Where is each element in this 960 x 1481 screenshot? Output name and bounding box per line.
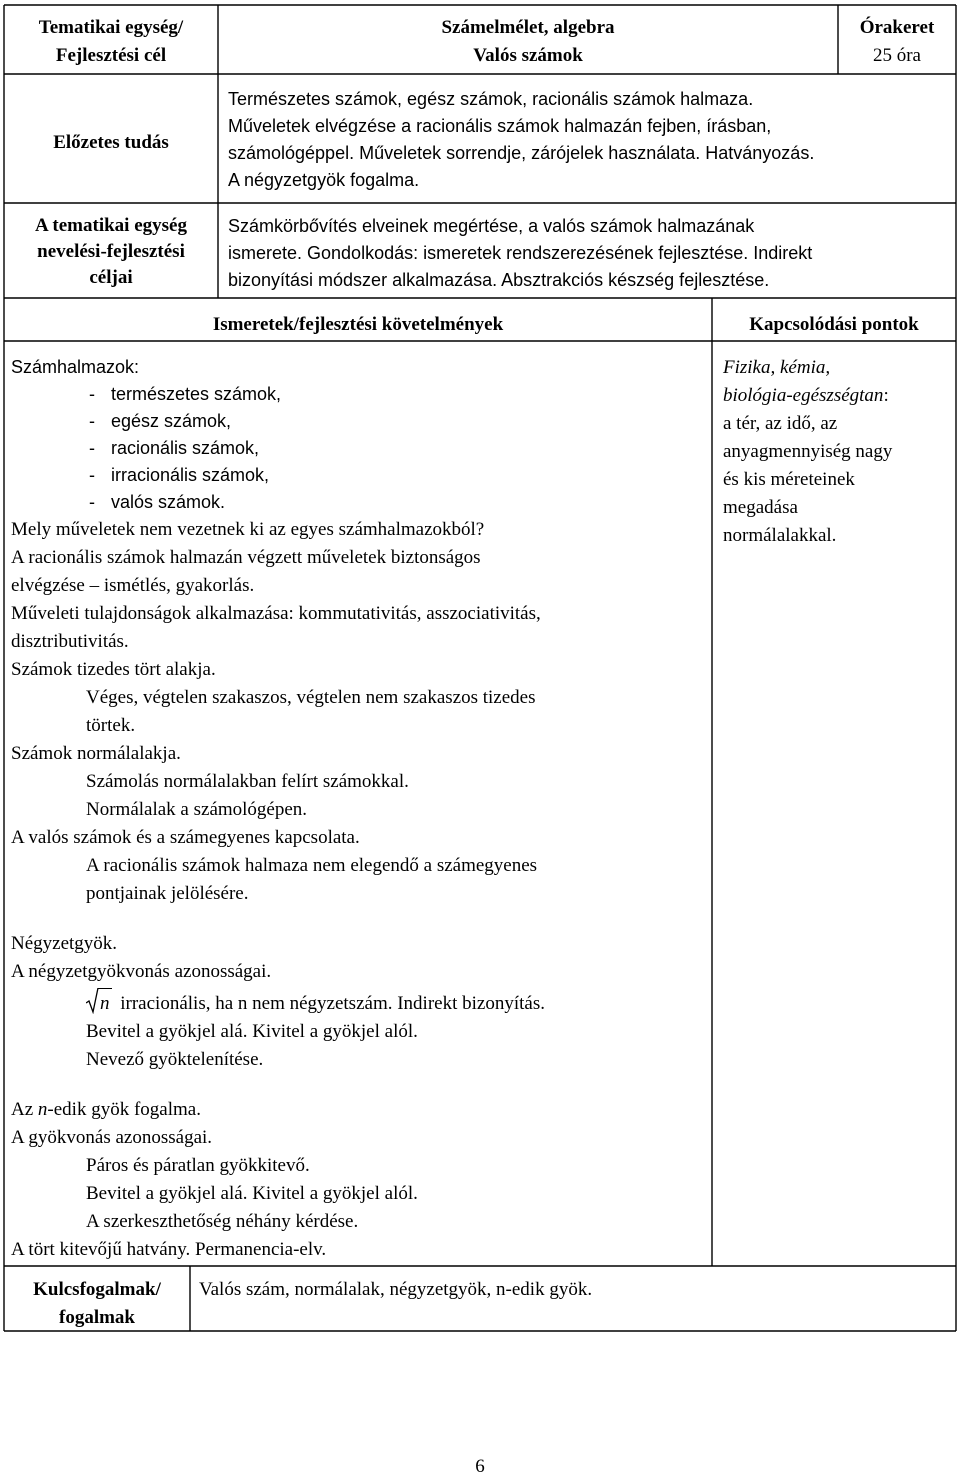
paragraph: A racionális számok halmaza nem elegendő a számegyenes [86,855,538,876]
paragraph: Mely műveletek nem vezetnek ki az egyes számhalmazokból? [11,519,485,540]
paragraph: Bevitel a gyökjel alá. Kivitel a gyökjel alól. [86,1183,418,1204]
elozetes-line: A négyzetgyök fogalma. [228,170,420,190]
paragraph: A valós számok és a számegyenes kapcsolata. [11,827,360,848]
paragraph: A négyzetgyökvonás azonosságai. [11,961,272,982]
paragraph: Műveleti tulajdonságok alkalmazása: kommutativitás, asszociativitás, [11,603,541,624]
header-left-line2: Fejlesztési cél [55,45,167,66]
kapcsolodasi-subjects-2: biológia-egészségtan: [723,385,889,406]
celjai-text [228,213,948,294]
header-left [4,14,218,70]
list-item: - természetes számok, [89,384,282,404]
elozetes-line: Természetes számok, egész számok, racionális számok halmaza. [228,89,754,109]
celjai-line: bizonyítási módszer alkalmazása. Absztrakciós készség fejlesztése. [228,270,770,290]
celjai-label-line: A tematikai egység [35,215,187,236]
column-header-ismeretek: Ismeretek/fejlesztési követelmények [212,314,504,335]
paragraph: Bevitel a gyökjel alá. Kivitel a gyökjel alól. [86,1021,418,1042]
header-right [838,14,956,70]
kulcsfogalmak-text: Valós szám, normálalak, négyzetgyök, n-edik gyök. [199,1279,593,1300]
celjai-line: Számkörbővítés elveinek megértése, a valós számok halmazának [228,216,755,236]
paragraph: Négyzetgyök. [11,933,118,954]
paragraph: Számolás normálalakban felírt számokkal. [86,771,409,792]
paragraph: Számok tizedes tört alakja. [11,659,216,680]
celjai-label [4,213,218,291]
kapcsolodasi-line: normálalakkal. [723,525,837,546]
paragraph: A gyökvonás azonosságai. [11,1127,213,1148]
sqrt-symbol-icon: n [86,990,110,1018]
paragraph: Véges, végtelen szakaszos, végtelen nem szakaszos tizedes [86,687,536,708]
paragraph: disztributivitás. [11,631,129,652]
paragraph: pontjainak jelölésére. [86,883,249,904]
header-center-title: Számelmélet, algebra [441,17,615,38]
paragraph: törtek. [86,715,136,736]
elozetes-line: számológéppel. Műveletek sorrendje, zárójelek használata. Hatványozás. [228,143,815,163]
header-center-subtitle: Valós számok [473,45,583,66]
paragraph: Páros és páratlan gyökkitevő. [86,1155,310,1176]
kapcsolodasi-content [723,354,953,550]
page-number: 6 [475,1456,485,1477]
ismeretek-content [11,354,711,1264]
elozetes-line: Műveletek elvégzése a racionális számok halmazán fejben, írásban, [228,116,772,136]
paragraph: Számok normálalakja. [11,743,181,764]
paragraph: elvégzése – ismétlés, gyakorlás. [11,575,255,596]
header-left-line1: Tematikai egység/ [38,17,184,38]
orakeret-label: Órakeret [859,17,935,38]
celjai-label-line: céljai [89,267,133,288]
kapcsolodasi-line: a tér, az idő, az [723,413,838,434]
szamhalmazok-heading: Számhalmazok: [11,357,140,377]
celjai-label-line: nevelési-fejlesztési [37,241,185,262]
list-item: - egész számok, [89,411,232,431]
kapcsolodasi-line: és kis méreteinek [723,469,855,490]
header-center [218,14,838,70]
kapcsolodasi-subjects: Fizika, kémia, [723,357,831,378]
celjai-line: ismerete. Gondolkodás: ismeretek rendszerezésének fejlesztése. Indirekt [228,243,813,263]
paragraph: Normálalak a számológépen. [86,799,308,820]
list-item: - valós számok. [89,492,226,512]
kulcsfogalmak-label-line: fogalmak [59,1307,135,1328]
paragraph: Az n-edik gyök fogalma. [11,1099,201,1120]
kapcsolodasi-line: megadása [723,497,798,518]
elozetes-label: Előzetes tudás [53,132,169,153]
list-item: - racionális számok, [89,438,260,458]
kulcsfogalmak-label-line: Kulcsfogalmak/ [33,1279,161,1300]
paragraph: A racionális számok halmazán végzett műveletek biztonságos [11,547,481,568]
list-item: - irracionális számok, [89,465,270,485]
orakeret-value: 25 óra [872,45,921,66]
kulcsfogalmak-label [4,1276,190,1332]
paragraph: Nevező gyöktelenítése. [86,1049,264,1070]
column-header-kapcsolodasi: Kapcsolódási pontok [749,314,919,335]
paragraph: A tört kitevőjű hatvány. Permanencia-elv. [11,1239,327,1260]
sqrt-line: n irracionális, ha n nem négyzetszám. Indirekt bizonyítás. [11,990,711,1018]
elozetes-text [228,86,948,194]
paragraph: A szerkeszthetőség néhány kérdése. [86,1211,359,1232]
kapcsolodasi-line: anyagmennyiség nagy [723,441,893,462]
